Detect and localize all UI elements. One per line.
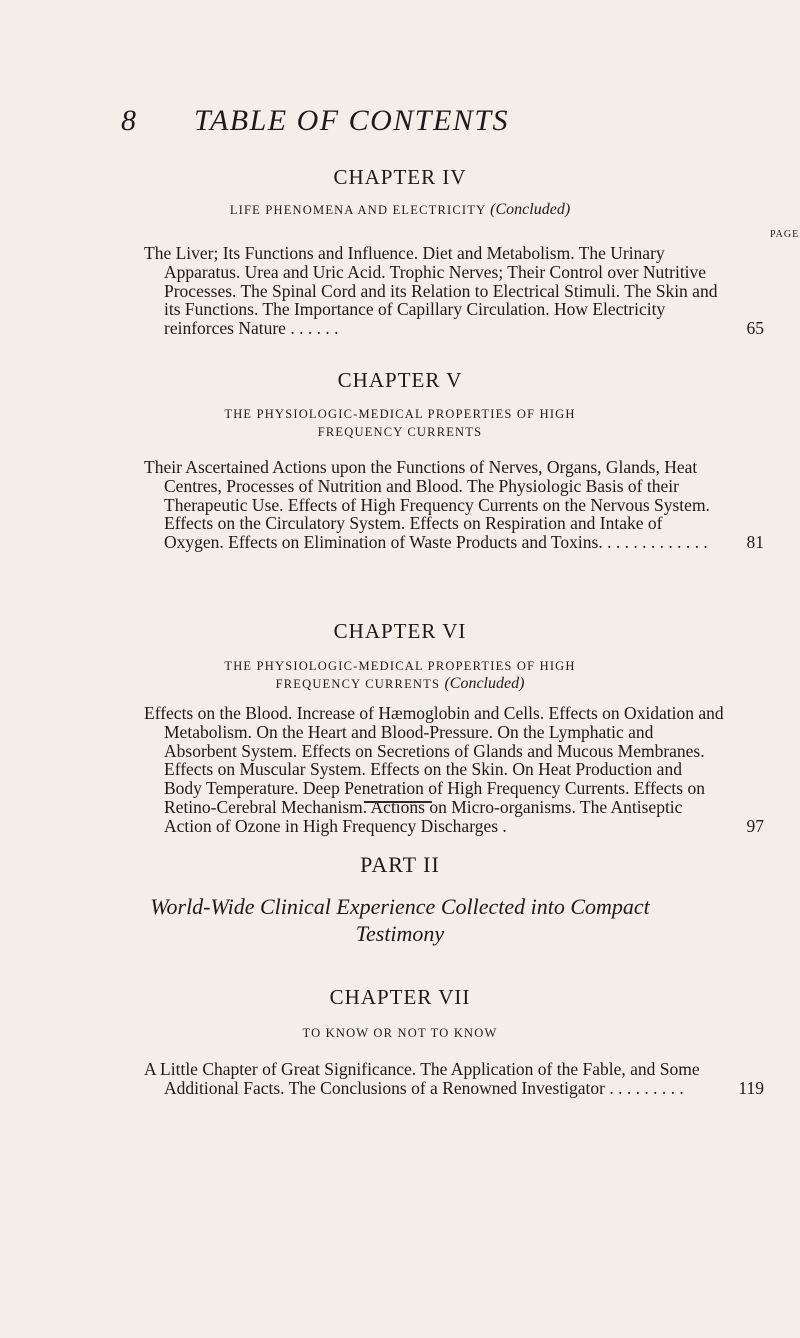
chapter-5-page-number: 81 <box>746 532 764 553</box>
chapter-4-subtitle <box>0 201 800 219</box>
chapter-6-entry-text: Effects on the Blood. Increase of Hæmoglobin and Cells. Effects on Oxidation and Metabolism. On the Heart and Blood-Pressure. On the Lymphatic and Absorbent System. Effects on Secretions of Glands and Mucous Membranes. Effects on Muscular System. Effects on the Skin. On Heat Production and Body Temperature. Deep Penetration of High Frequency Currents. Effects on Retino-Cerebral Mechanism. Actions on Micro-organisms. The Antiseptic Action of Ozone in High Frequency Discharges . <box>144 703 724 836</box>
page-header <box>0 104 800 144</box>
chapter-6-subtitle-text: THE PHYSIOLOGIC-MEDICAL PROPERTIES OF HIGH FREQUENCY CURRENTS <box>224 659 576 691</box>
running-title: TABLE OF CONTENTS <box>194 104 509 137</box>
chapter-6-entry <box>144 703 764 836</box>
chapter-6-subtitle <box>200 657 600 693</box>
chapter-4-subtitle-note: (Concluded) <box>490 201 571 218</box>
part-2-subtitle-line-1: World-Wide Clinical Experience Collected into Compact <box>150 894 650 919</box>
chapter-4-page-number: 65 <box>746 318 764 339</box>
chapter-5-subtitle-text: THE PHYSIOLOGIC-MEDICAL PROPERTIES OF HIGH FREQUENCY CURRENTS <box>224 407 576 439</box>
chapter-4-heading: CHAPTER IV <box>333 165 467 189</box>
chapter-7-subtitle-text: TO KNOW OR NOT TO KNOW <box>302 1026 498 1040</box>
chapter-7-entry <box>144 1059 764 1098</box>
page-column-label: PAGE <box>770 229 800 240</box>
part-2-heading: PART II <box>360 852 440 877</box>
chapter-5-entry <box>144 457 764 553</box>
chapter-6-page-number: 97 <box>746 815 764 836</box>
section-divider <box>364 801 432 803</box>
chapter-5-entry-text: Their Ascertained Actions upon the Functions of Nerves, Organs, Glands, Heat Centres, Processes of Nutrition and Blood. The Physiologic Basis of their Therapeutic Use. Effects of High Frequency Currents on the Nervous System. Effects on the Circulatory System. Effects on Respiration and Intake of Oxygen. Effects on Elimination of Waste Products and Toxins. . . . . . . . . . . . . <box>144 457 710 553</box>
chapter-4-entry-text: The Liver; Its Functions and Influence. Diet and Metabolism. The Urinary Apparatus. Urea and Uric Acid. Trophic Nerves; Their Control over Nutritive Processes. The Spinal Cord and its Relation to Electrical Stimuli. The Skin and its Functions. The Importance of Capillary Circulation. How Electricity reinforces Nature . . . . . . <box>144 243 718 339</box>
chapter-6-subtitle-note: (Concluded) <box>444 675 525 692</box>
chapter-5-heading: CHAPTER V <box>337 368 463 392</box>
part-2-subtitle-line-2: Testimony <box>355 921 445 946</box>
chapter-5-subtitle <box>200 405 600 441</box>
chapter-6-heading: CHAPTER VI <box>333 619 467 643</box>
chapter-7-page-number: 119 <box>738 1077 764 1098</box>
chapter-7-entry-text: A Little Chapter of Great Significance. The Application of the Fable, and Some Additional Facts. The Conclusions of a Renowned Investigator . . . . . . . . . <box>144 1059 700 1098</box>
part-2-subtitle <box>0 893 800 947</box>
chapter-4-entry <box>144 243 764 339</box>
chapter-7-heading: CHAPTER VII <box>329 985 471 1009</box>
page-number: 8 <box>121 104 136 137</box>
chapter-4-subtitle-text: LIFE PHENOMENA AND ELECTRICITY <box>229 203 486 217</box>
chapter-7-subtitle <box>0 1024 800 1042</box>
